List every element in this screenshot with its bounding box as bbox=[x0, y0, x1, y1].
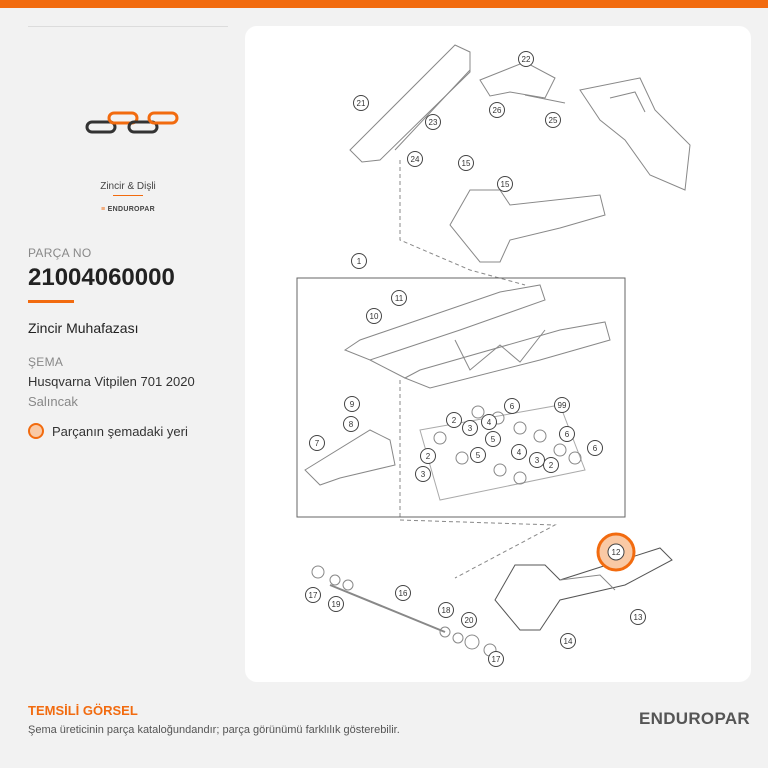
exploded-diagram bbox=[245, 26, 751, 682]
callout-2b bbox=[544, 458, 559, 473]
callout-5a bbox=[486, 432, 501, 447]
part-22-shape bbox=[480, 62, 555, 98]
svg-text:7: 7 bbox=[314, 439, 320, 448]
svg-text:3: 3 bbox=[467, 424, 473, 433]
brand-logo-small bbox=[28, 206, 228, 213]
schema-model: Husqvarna Vitpilen 701 2020 bbox=[28, 374, 195, 389]
svg-text:14: 14 bbox=[563, 637, 573, 646]
bearing-group-area bbox=[420, 405, 585, 500]
swingarm-lower-shape bbox=[405, 322, 610, 388]
svg-text:2: 2 bbox=[548, 461, 554, 470]
callout-17b bbox=[489, 652, 504, 667]
callout-6a bbox=[505, 399, 520, 414]
callout-25 bbox=[546, 113, 561, 128]
svg-text:6: 6 bbox=[592, 444, 598, 453]
category-label: Zincir & Dişli bbox=[100, 181, 156, 192]
schema-group: Salıncak bbox=[28, 394, 78, 409]
svg-text:3: 3 bbox=[420, 470, 426, 479]
diagram-panel bbox=[245, 26, 751, 682]
svg-text:15: 15 bbox=[461, 159, 471, 168]
callout-14 bbox=[561, 634, 576, 649]
svg-text:8: 8 bbox=[348, 420, 354, 429]
callout-99 bbox=[555, 398, 570, 413]
footer-brand: ENDUROPAR bbox=[638, 709, 750, 728]
top-accent-bar bbox=[0, 0, 768, 8]
callout-8 bbox=[344, 417, 359, 432]
svg-text:13: 13 bbox=[633, 613, 643, 622]
callout-16 bbox=[396, 586, 411, 601]
svg-text:22: 22 bbox=[521, 55, 531, 64]
svg-text:1: 1 bbox=[356, 257, 362, 266]
callout-11 bbox=[392, 291, 407, 306]
svg-text:16: 16 bbox=[398, 589, 408, 598]
callout-22 bbox=[519, 52, 534, 67]
svg-text:4: 4 bbox=[516, 448, 522, 457]
callout-21 bbox=[354, 96, 369, 111]
rear-fender-shape bbox=[580, 78, 690, 190]
part-name: Zincir Muhafazası bbox=[28, 320, 139, 336]
schema-label: ŞEMA bbox=[28, 355, 64, 369]
swingarm-pivot bbox=[370, 360, 405, 378]
callout-3a bbox=[463, 421, 478, 436]
svg-text:17: 17 bbox=[308, 591, 318, 600]
svg-text:9: 9 bbox=[349, 400, 355, 409]
divider bbox=[28, 26, 228, 27]
svg-text:99: 99 bbox=[557, 401, 567, 410]
svg-text:11: 11 bbox=[394, 294, 404, 303]
svg-text:3: 3 bbox=[534, 456, 540, 465]
callout-26 bbox=[490, 103, 505, 118]
upper-chain-guard-shape bbox=[450, 190, 605, 262]
svg-text:18: 18 bbox=[441, 606, 451, 615]
svg-text:6: 6 bbox=[564, 430, 570, 439]
svg-text:21: 21 bbox=[356, 99, 366, 108]
part-number: 21004060000 bbox=[28, 264, 175, 291]
callout-6b bbox=[560, 427, 575, 442]
callout-9 bbox=[345, 397, 360, 412]
svg-text:4: 4 bbox=[486, 418, 492, 427]
rear-fender-detail bbox=[610, 92, 645, 112]
callout-4a bbox=[482, 415, 497, 430]
callout-17a bbox=[306, 588, 321, 603]
svg-text:19: 19 bbox=[331, 600, 341, 609]
part-number-label: PARÇA NO bbox=[28, 246, 92, 260]
part-number-underline bbox=[28, 300, 74, 303]
callout-7 bbox=[310, 436, 325, 451]
svg-text:24: 24 bbox=[410, 155, 420, 164]
svg-text:17: 17 bbox=[491, 655, 501, 664]
axle-shape bbox=[330, 585, 445, 632]
callout-3c bbox=[416, 467, 431, 482]
svg-text:20: 20 bbox=[464, 616, 474, 625]
callout-18 bbox=[439, 603, 454, 618]
svg-text:10: 10 bbox=[369, 312, 379, 321]
footer-title: TEMSİLİ GÖRSEL bbox=[28, 703, 138, 718]
legend-text: Parçanın şemadaki yeri bbox=[52, 423, 188, 439]
callout-6c bbox=[588, 441, 603, 456]
svg-text:23: 23 bbox=[428, 118, 438, 127]
callout-13 bbox=[631, 610, 646, 625]
category-underline bbox=[113, 195, 143, 196]
svg-text:6: 6 bbox=[509, 402, 515, 411]
highlight-callout-12[interactable] bbox=[598, 534, 634, 570]
brand-name-small: ENDUROPAR bbox=[107, 206, 155, 213]
callout-1 bbox=[352, 254, 367, 269]
callout-2c bbox=[421, 449, 436, 464]
callout-23 bbox=[426, 115, 441, 130]
chain-icon bbox=[84, 110, 180, 145]
callout-24 bbox=[408, 152, 423, 167]
callout-4b bbox=[512, 445, 527, 460]
svg-text:12: 12 bbox=[611, 548, 621, 557]
part-21-detail bbox=[395, 70, 470, 150]
callout-20 bbox=[462, 613, 477, 628]
callout-15a bbox=[459, 156, 474, 171]
svg-text:25: 25 bbox=[548, 116, 558, 125]
legend bbox=[28, 423, 188, 439]
callout-5b bbox=[471, 448, 486, 463]
svg-text:2: 2 bbox=[425, 452, 431, 461]
footer-note: Şema üreticinin parça kataloğundandır; parça görünümü farklılık gösterebilir. bbox=[28, 724, 400, 736]
callout-2a bbox=[447, 413, 462, 428]
svg-text:2: 2 bbox=[451, 416, 457, 425]
callout-19 bbox=[329, 597, 344, 612]
highlight-marker-icon bbox=[28, 423, 44, 439]
svg-text:5: 5 bbox=[475, 451, 481, 460]
callout-10 bbox=[367, 309, 382, 324]
brand-mark-icon: ≡ bbox=[101, 206, 108, 213]
part-25-bolt bbox=[525, 95, 565, 103]
swingarm-group-box bbox=[297, 278, 625, 517]
svg-text:5: 5 bbox=[490, 435, 496, 444]
swingarm-truss bbox=[455, 330, 545, 370]
svg-text:15: 15 bbox=[500, 180, 510, 189]
callout-3b bbox=[530, 453, 545, 468]
svg-text:26: 26 bbox=[492, 106, 502, 115]
callout-15b bbox=[498, 177, 513, 192]
